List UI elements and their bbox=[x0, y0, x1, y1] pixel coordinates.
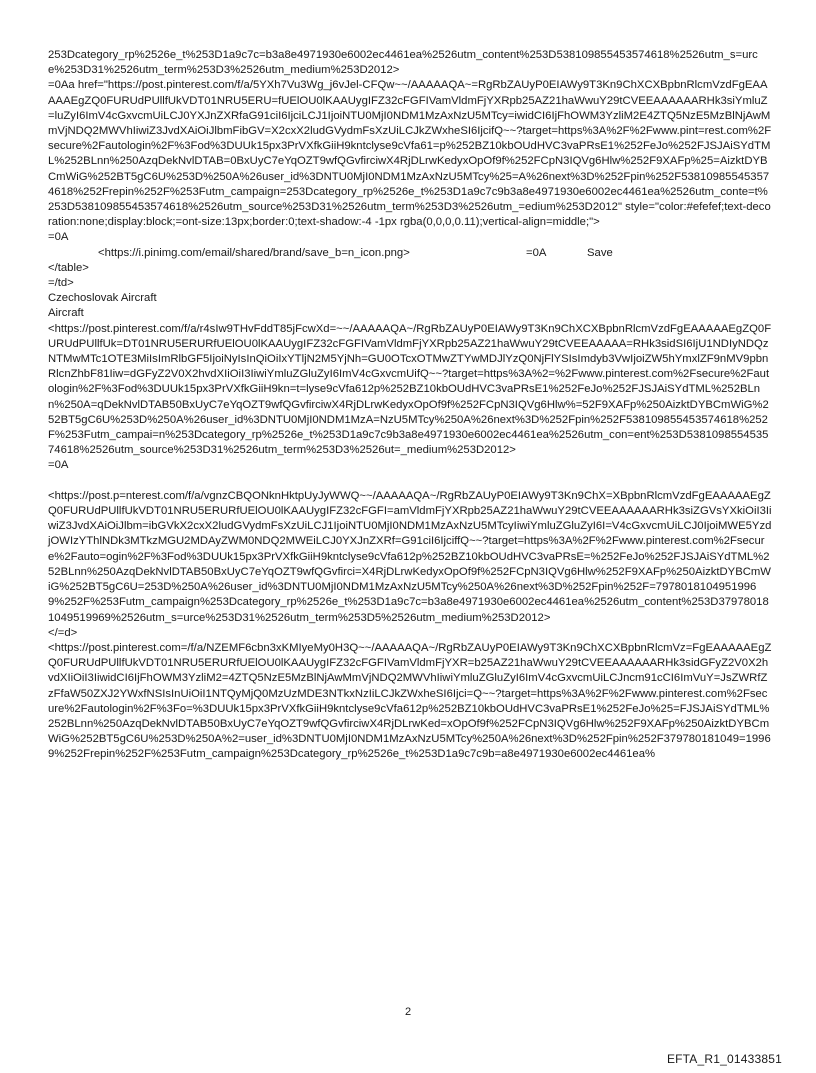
save-icon-url: <https://i.pinimg.com/email/shared/brand/save_b=n_icon.png> bbox=[98, 246, 410, 259]
save-label: Save bbox=[587, 246, 613, 259]
encoded-link-block-bottom: <https://post.p=nterest.com/f/a/vgnzCBQONknHktpUyJyWWQ~~/AAAAAQA~/RgRbZAUyP0EIAWy9T3Kn9ChX=XBpbnRlcmVzdFgEAAAAAEgZQ0FURUdPUllfUkVDT01NRU5ERURfUElOU0lKAAUygIFZ32cFGFI=amVldmFjYXRpb25AZ21haWwuY29tCVEEAAAAAARHk3siZGVsYXkiOiI3IiwiZ3JvdXAiOiJlbm=ibGVkX2cxX2ludGVydmFsXzUiLCJ1IjoiNTU0MjI0NDM1MzAxNzU5MTcyIiwiYmluZGluZyI6I=V4cGxvcmUiLCJ0IjoiMWE5YzdjOWIzYThlNDk3MTkzMGU2MDAyZWM0NDQ2MWEiLCJ0YXJnZXRf=G91ciI6IjciffQ~~?target=https%3A%2F%2Fwww.pinterest.com%2Fsecure%2Fauto=ogin%2F%3Fod%3DUUk15px3PrVXfkGiiH9kntclyse9cVfa612p%252BZ10kbOUdHVC3vaPRsE=%252FeJo%252FJSJAiSYdTML%252BLnn%250AzqDekNvlDTAB50BxUyC7eYqOZT9wfQGvfirci=X4RjDLrwKedyxOpOf9f%252FCpN3IQVg6Hlw%252F9XAFp%250AizktDYBCmWiG%252BT5gC6U=253D%250A%26user_id%3DNTU0MjI0NDM1MzAxNzU5MTcy%250A%26next%3D%252Fpin%252F=7978018104951996 9%252F%253Futm_campaign%253Dcategory_rp%2526e_t%253D1a9c7c=b3a8e4971930e6002ec4461ea%2526utm_content%253D379780181049519969%2526utm_s=urce%253D31%2526utm_term%253D5%2526utm_medium%253D2012> </=d> <https://post.pinterest.com=/f/a/NZEMF6cbn3xKMIyeMy0H3Q~~/AAAAAQA~/RgRbZAUyP0EIAWy9T3Kn9ChXCXBpbnRlcmVz=FgEAAAAAEgZQ0FURUdPUllfUkVDT01NRU5ERURfUElOU0lKAAUygIFZ32cFGFIVamVldmFjYXR=b25AZ21haWwuY29tCVEEAAAAAARHk3sidGFyZ2V0X2hvdXIiOiI3IiwidCI6IjFhOWM3YzliM2=4ZTQ5NzE5MzBlNjAwMmVjNDQ2MWVhIiwiYmluZGluZyI6ImV4cGxvcmUiLCJncm91cCI6ImVuY=JsZWRfZzFfaW50ZXJ2YWxfNSIsInUiOiI1NTQyMjQ0MzUzMDE3NTkxNzIiLCJkZWxheSI6Ijci=Q~~?target=https%3A%2F%2Fwww.pinterest.com%2Fsecure%2Fautologin%2F%3Fo=%3DUUk15px3PrVXfkGiiH9kntclyse9cVfa612p%252BZ10kbOUdHVC3vaPRsE1%252FeJo%25=FJSJAiSYdTML%252BLnn%250AzqDekNvlDTAB50BxUyC7eYqOZT9wfQGvfirciwX4RjDLrwKed=xOpOf9f%252FCpN3IQVg6Hlw%252F9XAFp%250AizktDYBCmWiG%252BT5gC6U%253D%250A%2=user_id%3DNTU0MjI0NDM1MzAxNzU5MTcy%250A%26next%3D%252Fpin%252F379780181049=19969%252Frepin%252F%253Futm_campaign%253Dcategory_rp%2526e_t%253D1a9c7c9b=a8e4971930e6002ec4461ea% bbox=[48, 489, 772, 761]
save-line-marker: =0A bbox=[526, 246, 547, 259]
page-number: 2 bbox=[404, 1006, 412, 1018]
save-icon-line bbox=[48, 246, 772, 261]
encoded-link-block-top: 253Dcategory_rp%2526e_t%253D1a9c7c=b3a8e4971930e6002ec4461ea%2526utm_content%253D538109855453574618%2526utm_s=urce%253D31%2526utm_term%253D3%2526utm_medium%253D2012> =0Aa href="https://post.pinterest.com/f/a/5YXh7Vu3Wg_j6vJel-CFQw~~/AAAAAQA~=RgRbZAUyP0EIAWy9T3Kn9ChXCXBpbnRlcmVzdFgEAAAAAEgZQ0FURUdPUllfUkVDT01NRU5ERU=fUElOU0lKAAUygIFZ32cFGFIVamVldmFjYXRpb25AZ21haWwuY29tCVEEAAAAAARHk3siYmluZ=luZyI6ImV4cGxvcmUiLCJ0YXJnZXRfaG91ciI6IjciLCJ1IjoiNTU0MjI0NDM1MzAxNzU5MTcy=iwidCI6IjFhOWM3YzliM2E4ZTQ5NzE5MzBlNjAwMmVjNDQ2MWVhIiwiZ3JvdXAiOiJlbmFibGV=X2cxX2ludGVydmFsXzUiLCJkZWxheSI6IjcifQ~~?target=https%3A%2F%2Fwww.pint=rest.com%2Fsecure%2Fautologin%2F%3Fod%3DUUk15px3PrVXfkGiiH9kntclyse9cVfa61=p%252BZ10kbOUdHVC3vaPRsE1%252FeJo%252FJSJAiSYdTML%252BLnn%250AzqDekNvlDTAB=0BxUyC7eYqOZT9wfQGvfirciwX4RjDLrwKedyxOpOf9f%252FCpN3IQVg6Hlw%252F9XAFp%25=AizktDYBCmWiG%252BT5gC6U%253D%250A%26user_id%3DNTU0MjI0NDM1MzAxNzU5MTcy%25=A%26next%3D%252Fpin%252F538109855453574618%252Frepin%252F%253Futm_campaign=253Dcategory_rp%2526e_t%253D1a9c7c9b3a8e4971930e6002ec4461ea%2526utm_conte=t%253D538109855453574618%2526utm_source%253D31%2526utm_term%253D3%2526utm_=edium%253D2012" style="color:#efefef;text-decoration:none;display:block;=ont-size:13px;border:0;text-shadow:-4 -1px rgba(0,0,0,0.11);vertical-align=middle;"> =0A bbox=[48, 49, 772, 244]
bates-number: EFTA_R1_01433851 bbox=[666, 1052, 782, 1066]
email-source-body bbox=[48, 48, 772, 763]
paragraph-gap bbox=[48, 474, 772, 489]
encoded-link-block-middle: </table> =/td> Czechoslovak Aircraft Aircraft <https://post.pinterest.com/f/a/r4sIw9THvFddT85jFcwXd=~~/AAAAAQA~/RgRbZAUyP0EIAWy9T3Kn9ChXCXBpbnRlcmVzdFgEAAAAAEgZQ0FURUdPUllfUk=DT01NRU5ERURfUElOU0lKAAUygIFZ32cFGFIVamVldmFjYXRpb25AZ21haWwuY29tCVEEAAAAA=RHk3sidSI6IjU1NDIyNDQzNTMwMTc1OTE3MiIsImRlbGF5IjoiNyIsInQiOiIxYTljN2M5YjNh=GU0OTcxOTMwZTYwMDJlYzQ0NjFlYSIsImdyb3VwIjoiZW5hYmxlZF9nMV9pbnRlcnZhbF81Iiw=dGFyZ2V0X2hvdXIiOiI3IiwiYmluZGluZyI6ImV4cGxvcmUifQ~~?target=https%3A%2=%2Fwww.pinterest.com%2Fsecure%2Fautologin%2F%3Fod%3DUUk15px3PrVXfkGiiH9kn=t=lyse9cVfa612p%252BZ10kbOUdHVC3vaPRsE1%252FeJo%252FJSJAiSYdTML%252BLnn%250A=qDekNvlDTAB50BxUyC7eYqOZT9wfQGvfirciwX4RjDLrwKedyxOpOf9f%252FCpN3IQVg6Hlw%=52F9XAFp%250AizktDYBCmWiG%252BT5gC6U%253D%250A%26user_id%3DNTU0MjI0NDM1MzA=NzU5MTcy%250A%26next%3D%252Fpin%252F538109855453574618%252F%253Futm_campai=n%253Dcategory_rp%2526e_t%253D1a9c7c9b3a8e4971930e6002ec4461ea%2526utm_con=ent%253D538109855453574618%2526utm_source%253D31%2526utm_term%253D3%2526ut=_medium%253D2012> =0A bbox=[48, 261, 772, 472]
